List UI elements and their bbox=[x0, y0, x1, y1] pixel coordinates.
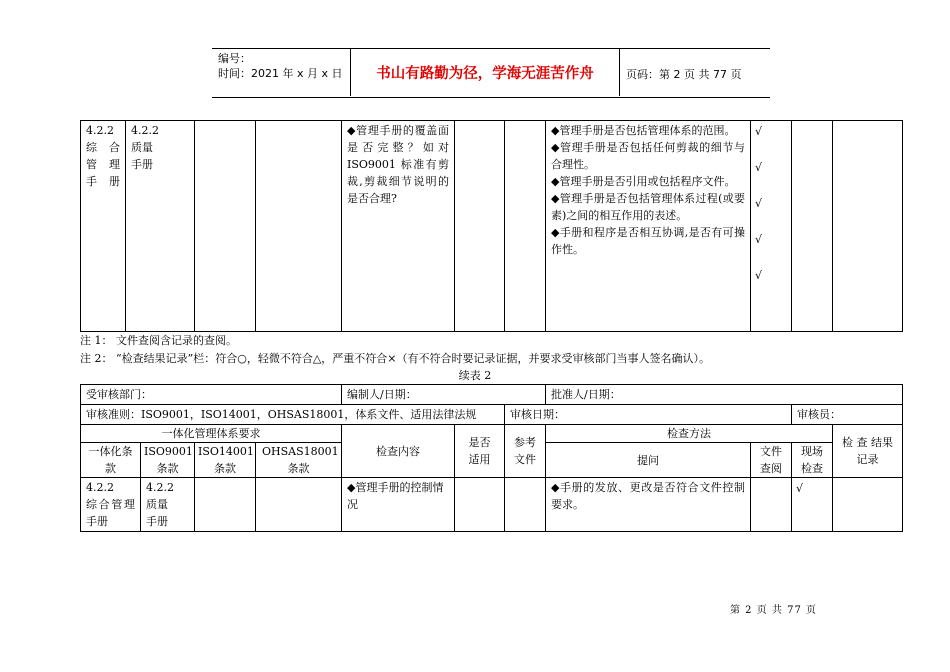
iso9001-clause-cell bbox=[126, 121, 195, 332]
clause-name: 综 合 管 理 手册 bbox=[86, 141, 120, 188]
iso9001-name: 质量手册 bbox=[131, 141, 153, 171]
header-left bbox=[218, 51, 343, 81]
check-mark: √ bbox=[755, 161, 763, 174]
result-cell bbox=[833, 478, 903, 532]
iso9001-header: ISO9001 条款 bbox=[141, 443, 195, 478]
check-mark: √ bbox=[755, 269, 763, 282]
result-cell bbox=[833, 121, 903, 332]
ohsas-header: OHSAS18001 条款 bbox=[256, 443, 342, 478]
audit-date-cell bbox=[505, 405, 792, 425]
iso9001-clause-cell bbox=[141, 478, 195, 532]
page-footer: 第 2 页 共 77 页 bbox=[730, 605, 817, 616]
code-label: 编号： bbox=[218, 52, 251, 65]
preparer-cell bbox=[342, 385, 546, 405]
clause-name: 综合管理手册 bbox=[86, 498, 135, 528]
iso9001-number: 4.2.2 bbox=[146, 481, 174, 494]
integ-clause-cell bbox=[81, 121, 126, 332]
check-content: ◆管理手册的覆盖面是否完整？如对ISO9001 标准有剪裁,剪裁细节说明的是否合理? bbox=[347, 124, 449, 205]
approver-cell bbox=[546, 385, 903, 405]
check-content: ◆管理手册的控制情况 bbox=[347, 481, 444, 511]
page-header bbox=[212, 48, 770, 98]
question-item: ◆管理手册是否引用或包括程序文件。 bbox=[551, 175, 736, 188]
system-header: 一体化管理体系要求 bbox=[81, 425, 342, 443]
applicable-header: 是否适用 bbox=[455, 425, 505, 478]
clause-number: 4.2.2 bbox=[86, 481, 114, 494]
criteria-label: 审核准则：ISO9001，ISO14001，OHSAS18001，体系文件、适用法律法规 bbox=[86, 408, 477, 421]
header-page-info: 页码：第 2 页 共 77 页 bbox=[626, 68, 742, 81]
method-header: 检查方法 bbox=[546, 425, 833, 443]
iso9001-number: 4.2.2 bbox=[131, 124, 159, 137]
note-2: 注 2： “检查结果记录”栏：符合○，轻微不符合△，严重不符合×（有不符合时要记录证据，并要求受审核部门当事人签名确认）。 bbox=[80, 352, 711, 365]
reference-header: 参考文件 bbox=[505, 425, 546, 478]
clause-number: 4.2.2 bbox=[86, 124, 114, 137]
site-check-cell bbox=[792, 478, 833, 532]
integ-header: 一体化条款 bbox=[81, 443, 141, 478]
result-header: 检 查 结果记录 bbox=[833, 425, 903, 478]
check-mark: √ bbox=[796, 482, 804, 495]
content-cell bbox=[342, 121, 455, 332]
iso14001-header: ISO14001 条款 bbox=[195, 443, 256, 478]
table-row bbox=[81, 478, 903, 532]
header-motto: 书山有路勤为径，学海无涯苦作舟 bbox=[350, 48, 620, 96]
checklist-table-2 bbox=[80, 384, 903, 532]
audit-date-label: 审核日期： bbox=[510, 408, 565, 421]
table-row bbox=[81, 385, 903, 405]
check-mark: √ bbox=[755, 125, 763, 138]
preparer-label: 编制人/日期： bbox=[347, 388, 417, 401]
question-item: ◆手册的发放、更改是否符合文件控制要求。 bbox=[551, 481, 745, 511]
auditor-label: 审核员： bbox=[797, 408, 841, 421]
reference-cell bbox=[505, 478, 546, 532]
doc-review-cell bbox=[751, 478, 792, 532]
time-label: 时间：2021 年 x 月 x 日 bbox=[218, 67, 343, 80]
criteria-cell bbox=[81, 405, 505, 425]
ohsas-clause-cell bbox=[256, 478, 342, 532]
iso9001-name: 质量手册 bbox=[146, 498, 168, 528]
question-header: 提问 bbox=[546, 443, 751, 478]
note-1: 注 1： 文件查阅含记录的查阅。 bbox=[80, 334, 237, 347]
question-item: ◆管理手册是否包括管理体系过程(或要素)之间的相互作用的表述。 bbox=[551, 192, 745, 222]
reference-cell bbox=[505, 121, 546, 332]
question-item: ◆手册和程序是否相互协调,是否有可操作性。 bbox=[551, 226, 745, 256]
check-mark: √ bbox=[755, 233, 763, 246]
applicable-cell bbox=[455, 478, 505, 532]
doc-review-cell bbox=[751, 121, 792, 332]
content-header: 检查内容 bbox=[342, 425, 455, 478]
dept-label: 受审核部门： bbox=[86, 388, 152, 401]
site-check-cell bbox=[792, 121, 833, 332]
approver-label: 批准人/日期： bbox=[551, 388, 621, 401]
table-row bbox=[81, 405, 903, 425]
ohsas-clause-cell bbox=[256, 121, 342, 332]
continued-label: 续表 2 bbox=[458, 369, 492, 382]
check-mark: √ bbox=[755, 197, 763, 210]
site-check-header: 现场检查 bbox=[792, 443, 833, 478]
integ-clause-cell bbox=[81, 478, 141, 532]
question-item: ◆管理手册是否包括管理体系的范围。 bbox=[551, 124, 736, 137]
applicable-cell bbox=[455, 121, 505, 332]
dept-cell bbox=[81, 385, 342, 405]
auditor-cell bbox=[792, 405, 903, 425]
content-cell bbox=[342, 478, 455, 532]
table-row bbox=[81, 121, 903, 332]
iso14001-clause-cell bbox=[195, 121, 256, 332]
checklist-table-1 bbox=[80, 120, 903, 332]
iso14001-clause-cell bbox=[195, 478, 256, 532]
question-item: ◆管理手册是否包括任何剪裁的细节与合理性。 bbox=[551, 141, 745, 171]
doc-review-header: 文件查阅 bbox=[751, 443, 792, 478]
question-cell bbox=[546, 121, 751, 332]
question-cell bbox=[546, 478, 751, 532]
table-header-row bbox=[81, 425, 903, 443]
